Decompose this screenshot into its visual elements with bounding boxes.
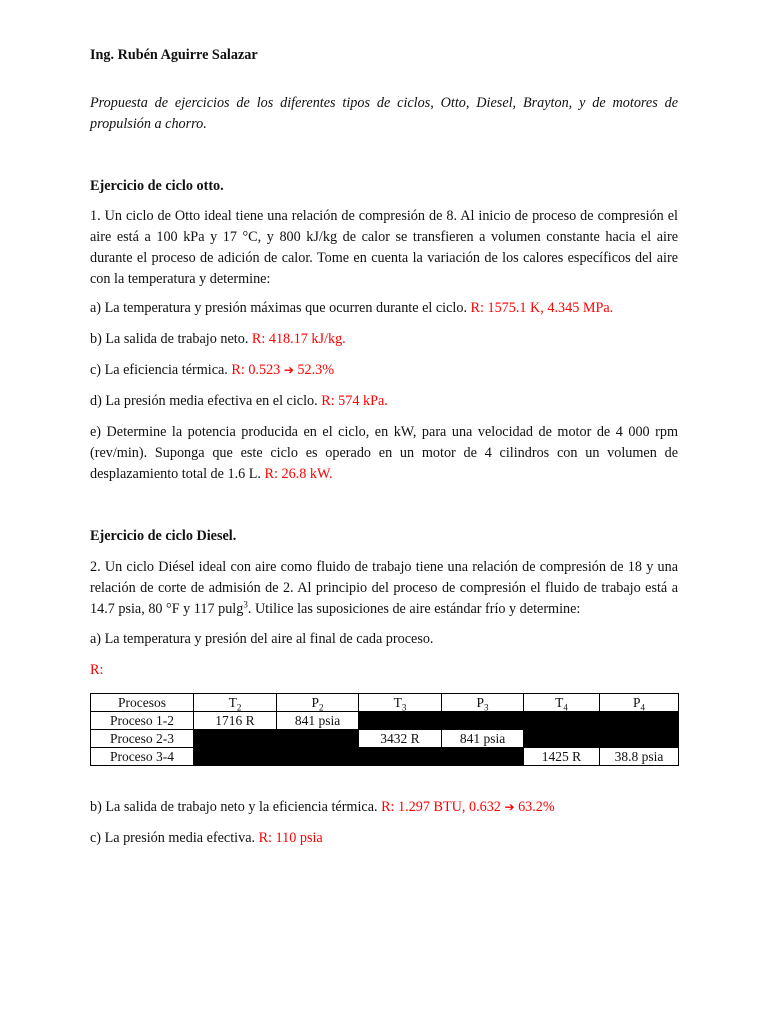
otto-answer-d: R: 574 kPa. — [321, 393, 388, 409]
diesel-question-b-text: b) La salida de trabajo neto y la eficiencia térmica. — [90, 799, 378, 815]
table-row-label: Proceso 2-3 — [91, 730, 194, 748]
table-header-symbol: P — [311, 695, 319, 710]
otto-question-a-text: a) La temperatura y presión máximas que ocurren durante el ciclo. — [90, 300, 467, 316]
table-header-cell — [194, 694, 277, 712]
table-row — [91, 748, 679, 766]
otto-answer-c-value: R: 0.523 — [231, 362, 281, 378]
otto-answer-c-percent: 52.3% — [297, 362, 335, 378]
diesel-answer-c: R: 110 psia — [258, 830, 323, 846]
table-header-subscript: 2 — [319, 702, 324, 713]
diesel-question-c-text: c) La presión media efectiva. — [90, 830, 256, 846]
otto-answer-c — [231, 362, 334, 378]
table-cell: 841 psia — [277, 712, 359, 730]
otto-question-c — [90, 360, 678, 381]
diesel-answer-b — [381, 799, 555, 815]
table-header-subscript: 2 — [236, 702, 242, 713]
intro-paragraph: Propuesta de ejercicios de los diferentes tipos de ciclos, Otto, Diesel, Brayton, y de motores de propulsión a chorro. — [90, 95, 678, 132]
arrow-right-icon: ➔ — [283, 363, 294, 377]
diesel-question-a: a) La temperatura y presión del aire al final de cada proceso. — [90, 631, 434, 647]
table-row — [91, 712, 679, 730]
otto-question-d-text: d) La presión media efectiva en el ciclo. — [90, 393, 318, 409]
author-name: Ing. Rubén Aguirre Salazar — [90, 47, 258, 63]
table-cell-empty — [277, 730, 359, 748]
otto-heading: Ejercicio de ciclo otto. — [90, 178, 224, 194]
diesel-problem-text: 2. Un ciclo Diésel ideal con aire como fluido de trabajo tiene una relación de compresión de 18 y una relación de corte de admisión de 2. Al principio del proceso de compresión el fluido de trabajo está a 14.7 psia, 80 °F y 117 pulg — [90, 559, 678, 617]
diesel-answer-b-percent: 63.2% — [518, 799, 555, 815]
diesel-problem-exponent: 3 — [243, 599, 248, 610]
table-header-symbol: T — [555, 695, 564, 710]
table-cell-empty — [524, 730, 600, 748]
otto-question-e-text: e) Determine la potencia producida en el ciclo, en kW, para una velocidad de motor de 4 000 rpm (rev/min). Suponga que este ciclo es operado en un motor de 4 cilindros con un volumen de desplazamiento total de 1.6 L. — [90, 424, 678, 482]
table-header-symbol: P — [476, 695, 484, 710]
table-header-subscript: 3 — [484, 702, 489, 713]
table-cell: 38.8 psia — [600, 748, 679, 766]
table-header-row — [91, 694, 679, 712]
diesel-problem-text-end: . Utilice las suposiciones de aire estándar frío y determine: — [247, 601, 581, 617]
table-cell: 1425 R — [524, 748, 600, 766]
table-row-label: Proceso 1-2 — [91, 712, 194, 730]
table-row — [91, 730, 679, 748]
table-header-cell — [600, 694, 679, 712]
table-header-cell — [442, 694, 524, 712]
diesel-answer-b-value: R: 1.297 BTU, 0.632 — [381, 799, 501, 815]
otto-problem: 1. Un ciclo de Otto ideal tiene una relación de compresión de 8. Al inicio de proceso de compresión el aire está a 100 kPa y 17 °C, y 800 kJ/kg de calor se transfieren a volumen constante hacia el aire durante el proceso de adición de calor. Tome en cuenta la variación de los calores específicos del aire con la temperatura y determine: — [90, 208, 678, 287]
diesel-heading: Ejercicio de ciclo Diesel. — [90, 528, 237, 544]
table-cell-empty — [442, 712, 524, 730]
results-table-body — [91, 694, 679, 766]
diesel-r-label: R: — [90, 662, 104, 678]
otto-question-c-text: c) La eficiencia térmica. — [90, 362, 228, 378]
diesel-problem — [90, 557, 678, 620]
otto-question-b — [90, 329, 678, 350]
table-header-subscript: 4 — [563, 702, 568, 713]
otto-question-b-text: b) La salida de trabajo neto. — [90, 331, 249, 347]
table-cell-empty — [277, 748, 359, 766]
arrow-right-icon: ➔ — [504, 800, 515, 814]
table-header-symbol: T — [228, 695, 237, 710]
diesel-question-c — [90, 828, 678, 849]
table-cell-empty — [600, 730, 679, 748]
table-cell-empty — [442, 748, 524, 766]
table-header-symbol: P — [632, 695, 641, 710]
table-cell: 3432 R — [359, 730, 442, 748]
table-cell-empty — [359, 712, 442, 730]
table-header-subscript: 3 — [401, 702, 407, 713]
table-cell-empty — [194, 748, 277, 766]
table-header-cell: Procesos — [91, 694, 194, 712]
table-header-cell — [359, 694, 442, 712]
table-header-subscript: 4 — [640, 702, 645, 713]
diesel-question-b — [90, 797, 678, 818]
table-header-cell — [277, 694, 359, 712]
otto-answer-e: R: 26.8 kW. — [264, 466, 333, 482]
table-cell-empty — [524, 712, 600, 730]
table-header-cell — [524, 694, 600, 712]
table-cell-empty — [600, 712, 679, 730]
otto-answer-b: R: 418.17 kJ/kg. — [251, 331, 346, 347]
otto-question-e — [90, 422, 678, 485]
table-cell: 841 psia — [442, 730, 524, 748]
table-cell: 1716 R — [194, 712, 277, 730]
table-row-label: Proceso 3-4 — [91, 748, 194, 766]
otto-answer-a: R: 1575.1 K, 4.345 MPa. — [470, 300, 614, 316]
table-cell-empty — [194, 730, 277, 748]
table-cell-empty — [359, 748, 442, 766]
results-table — [90, 693, 679, 766]
table-header-symbol: T — [393, 695, 402, 710]
otto-question-d — [90, 391, 678, 412]
otto-question-a — [90, 298, 678, 319]
